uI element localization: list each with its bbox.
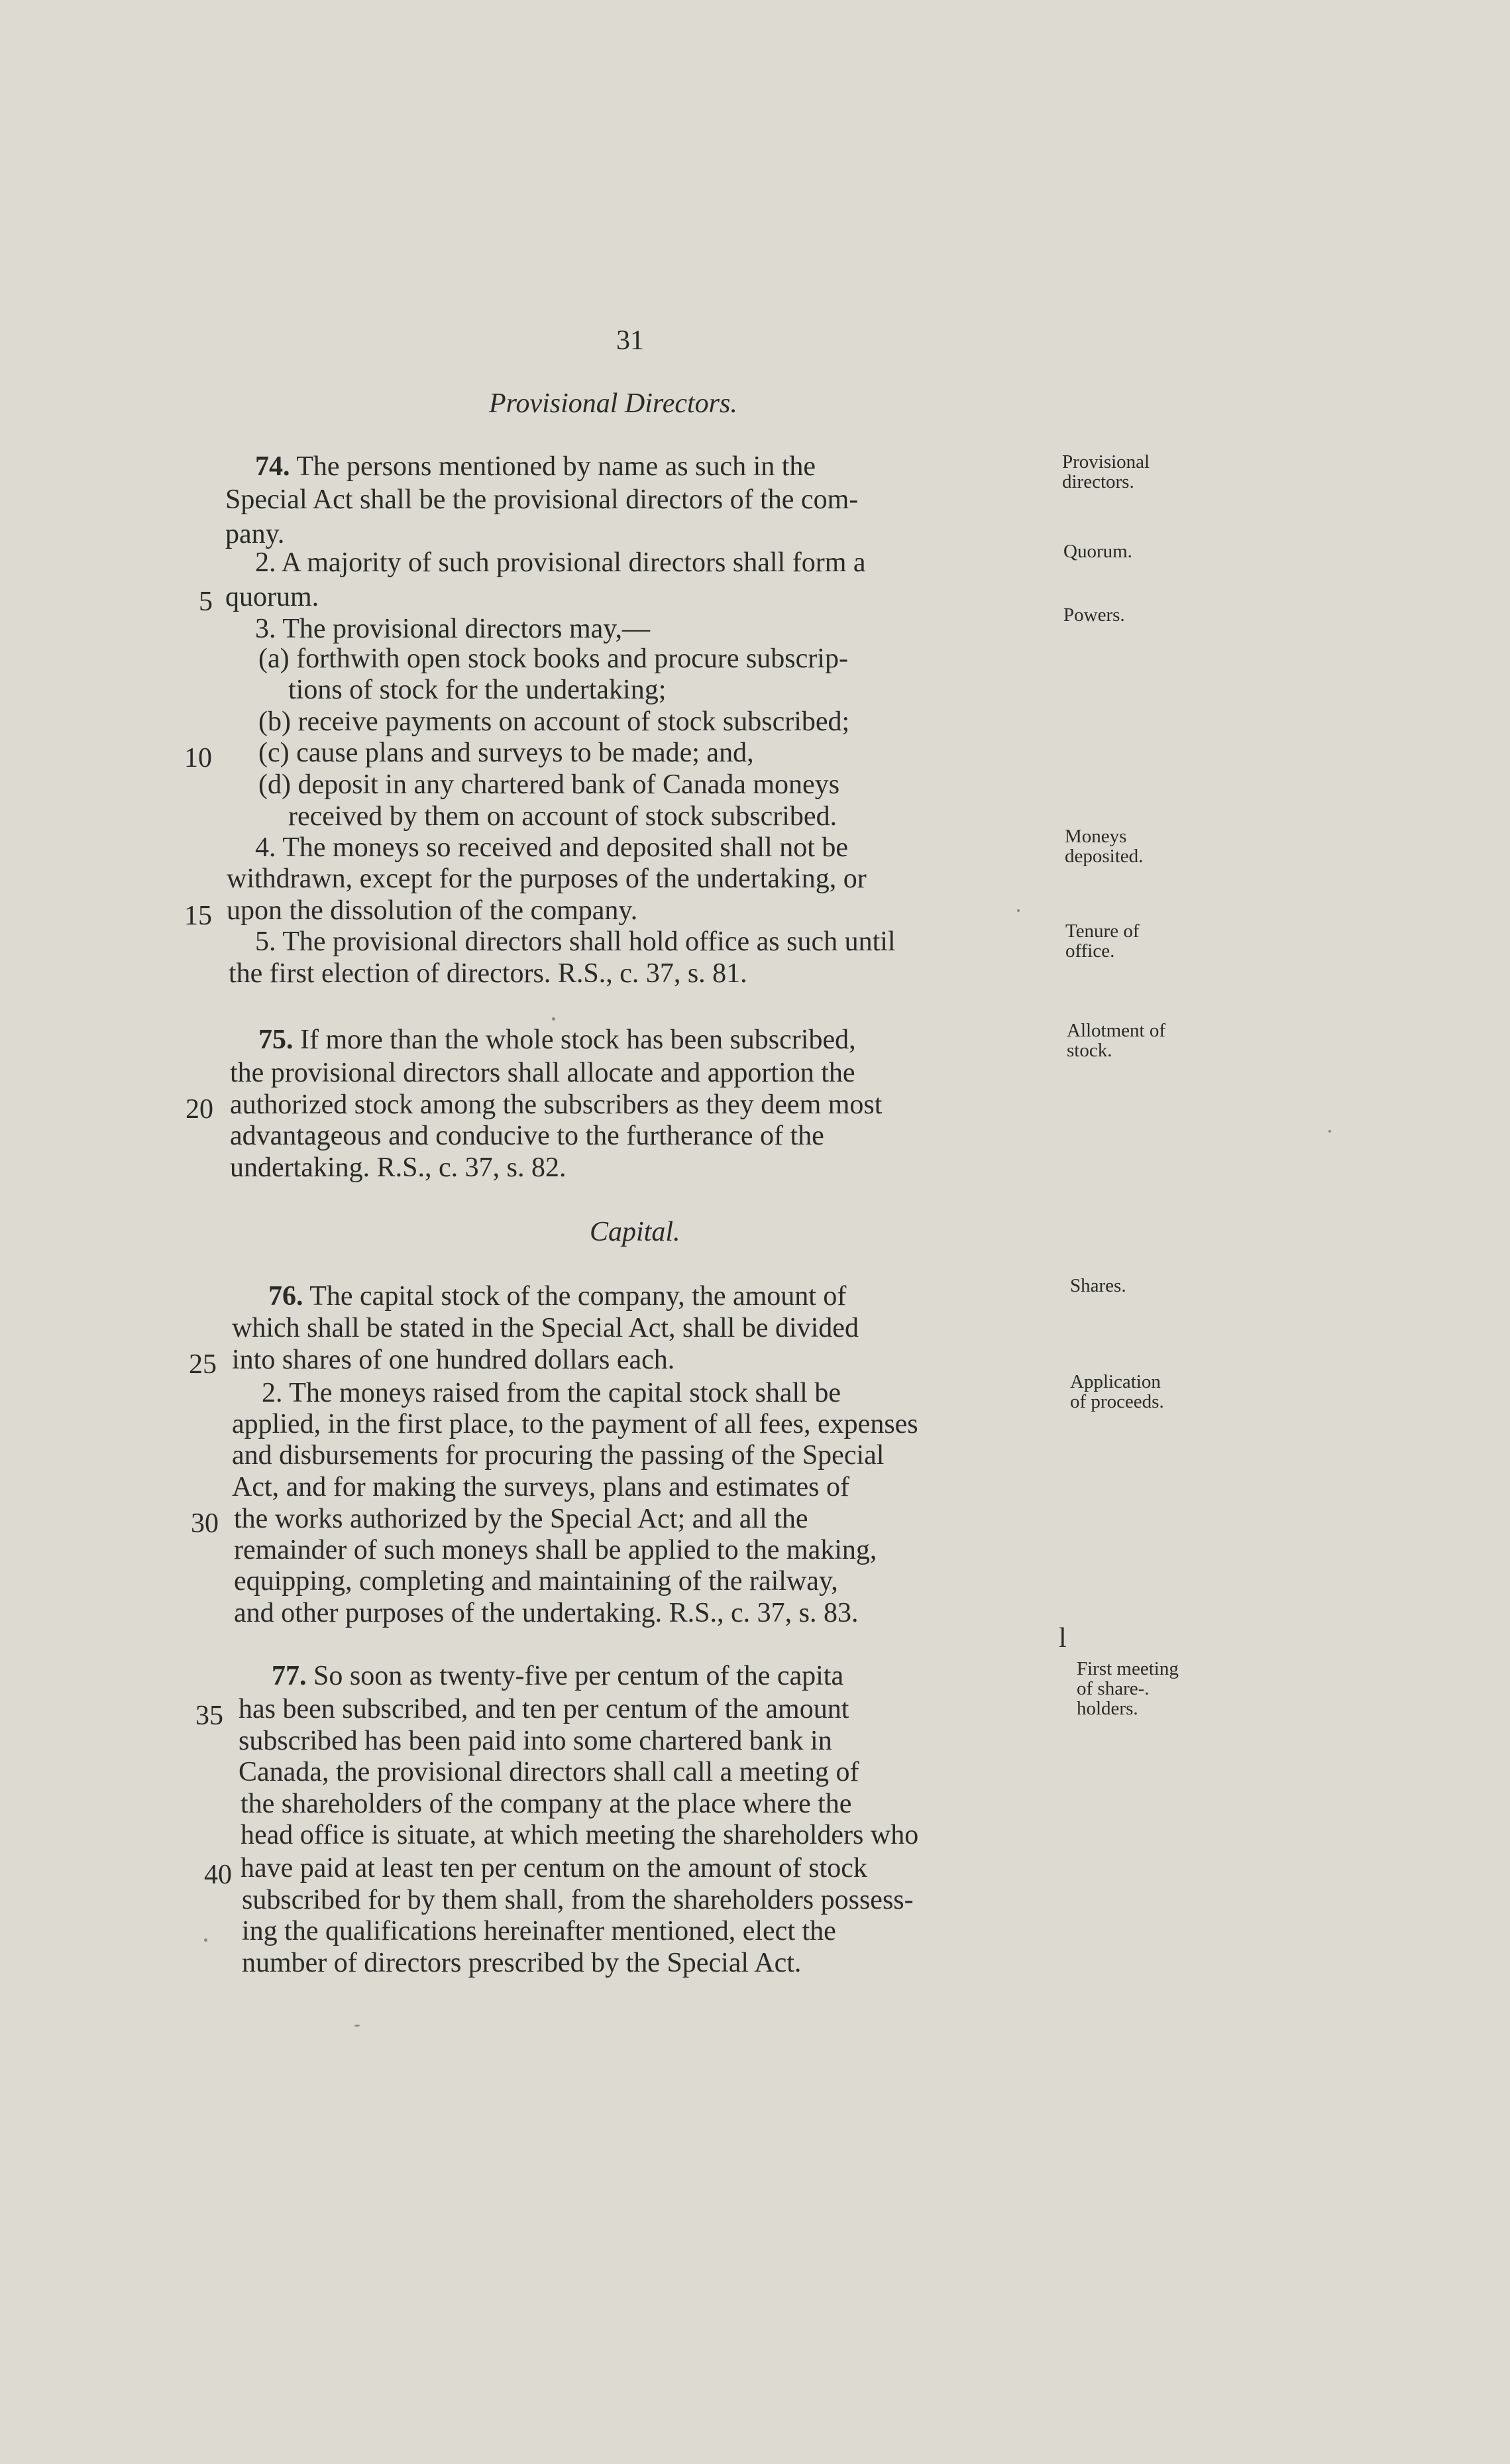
line-number: 20 <box>186 1094 213 1125</box>
heading-capital: Capital. <box>590 1217 680 1247</box>
text-line: equipping, completing and maintaining of the railway, <box>234 1566 838 1596</box>
margin-note: Powers. <box>1063 604 1125 626</box>
margin-note: Application of proceeds. <box>1070 1371 1164 1412</box>
margin-note: Allotment of stock. <box>1067 1020 1166 1061</box>
text-line: subscribed for by them shall, from the shareholders possess- <box>242 1885 914 1915</box>
text-line: has been subscribed, and ten per centum of the amount <box>239 1694 849 1724</box>
text-line: pany. <box>225 519 285 549</box>
line-number: 25 <box>189 1349 217 1380</box>
text-line: the shareholders of the company at the place where the <box>241 1789 852 1819</box>
text-line: advantageous and conducive to the furtherance of the <box>230 1121 824 1151</box>
text-line: 3. The provisional directors may,— <box>255 614 651 644</box>
text-line: 75. If more than the whole stock has been subscribed, <box>258 1025 856 1055</box>
text-line: (b) receive payments on account of stock subscribed; <box>258 706 850 737</box>
text-line: and other purposes of the undertaking. R.S., c. 37, s. 83. <box>234 1598 859 1628</box>
text-line: 2. A majority of such provisional directors shall form a <box>255 547 866 578</box>
text-line: l <box>1059 1623 1067 1653</box>
text-line: 77. So soon as twenty-five per centum of the capita <box>272 1661 844 1691</box>
text-line: received by them on account of stock subscribed. <box>288 801 837 832</box>
text-line: Canada, the provisional directors shall call a meeting of <box>239 1757 859 1787</box>
paper-speck <box>1328 1130 1331 1133</box>
page-number: 31 <box>616 325 644 356</box>
text-line: 2. The moneys raised from the capital stock shall be <box>262 1378 841 1408</box>
line-number: 35 <box>195 1701 223 1731</box>
line-number: 15 <box>184 901 212 931</box>
text-line: ing the qualifications hereinafter mentioned, elect the <box>242 1916 836 1946</box>
text-line: withdrawn, except for the purposes of the undertaking, or <box>227 864 867 894</box>
margin-note: Moneys deposited. <box>1065 826 1144 867</box>
paper-speck <box>204 1938 207 1942</box>
text-line: (c) cause plans and surveys to be made; and, <box>258 738 754 768</box>
margin-note: Tenure of office. <box>1065 921 1140 962</box>
text-line: which shall be stated in the Special Act, shall be divided <box>232 1313 859 1343</box>
text-line: 74. The persons mentioned by name as such in the <box>255 451 816 482</box>
text-line: into shares of one hundred dollars each. <box>232 1345 675 1375</box>
line-number: 10 <box>184 743 212 773</box>
text-line: tions of stock for the undertaking; <box>288 675 667 705</box>
text-line: (d) deposit in any chartered bank of Canada moneys <box>258 769 840 800</box>
text-line: 76. The capital stock of the company, the amount of <box>268 1281 847 1312</box>
text-line: Act, and for making the surveys, plans and estimates of <box>232 1472 849 1502</box>
margin-note: Shares. <box>1070 1275 1126 1296</box>
text-line: Special Act shall be the provisional directors of the com- <box>225 484 859 515</box>
margin-note: Provisional directors. <box>1062 451 1150 492</box>
text-line: (a) forthwith open stock books and procure subscrip- <box>258 644 848 674</box>
text-line: number of directors prescribed by the Special Act. <box>242 1948 802 1978</box>
text-line: have paid at least ten per centum on the amount of stock <box>241 1853 867 1883</box>
paper-speck <box>354 2025 360 2027</box>
text-line: 5. The provisional directors shall hold office as such until <box>255 926 896 957</box>
text-line: the first election of directors. R.S., c. 37, s. 81. <box>229 958 747 989</box>
text-line: and disbursements for procuring the passing of the Special <box>232 1440 885 1471</box>
margin-note: First meeting of share-. holders. <box>1077 1658 1179 1719</box>
text-line: quorum. <box>225 582 319 612</box>
margin-note: Quorum. <box>1063 541 1132 562</box>
line-number: 40 <box>204 1860 232 1890</box>
heading-provisional-directors: Provisional Directors. <box>489 388 737 419</box>
text-line: 4. The moneys so received and deposited shall not be <box>255 832 849 863</box>
text-line: the provisional directors shall allocate and apportion the <box>230 1058 855 1088</box>
line-number: 30 <box>191 1508 219 1539</box>
text-line: authorized stock among the subscribers as they deem most <box>230 1090 883 1120</box>
text-line: subscribed has been paid into some chartered bank in <box>239 1726 832 1756</box>
line-number: 5 <box>199 587 213 617</box>
paper-speck <box>552 1017 555 1021</box>
text-line: undertaking. R.S., c. 37, s. 82. <box>230 1152 566 1183</box>
text-line: upon the dissolution of the company. <box>227 895 638 926</box>
text-line: the works authorized by the Special Act; and all the <box>234 1504 808 1534</box>
paper-speck <box>1017 909 1020 912</box>
text-line: head office is situate, at which meeting the shareholders who <box>241 1820 919 1850</box>
text-line: remainder of such moneys shall be applied to the making, <box>234 1535 877 1565</box>
text-line: applied, in the first place, to the payment of all fees, expenses <box>232 1409 918 1439</box>
